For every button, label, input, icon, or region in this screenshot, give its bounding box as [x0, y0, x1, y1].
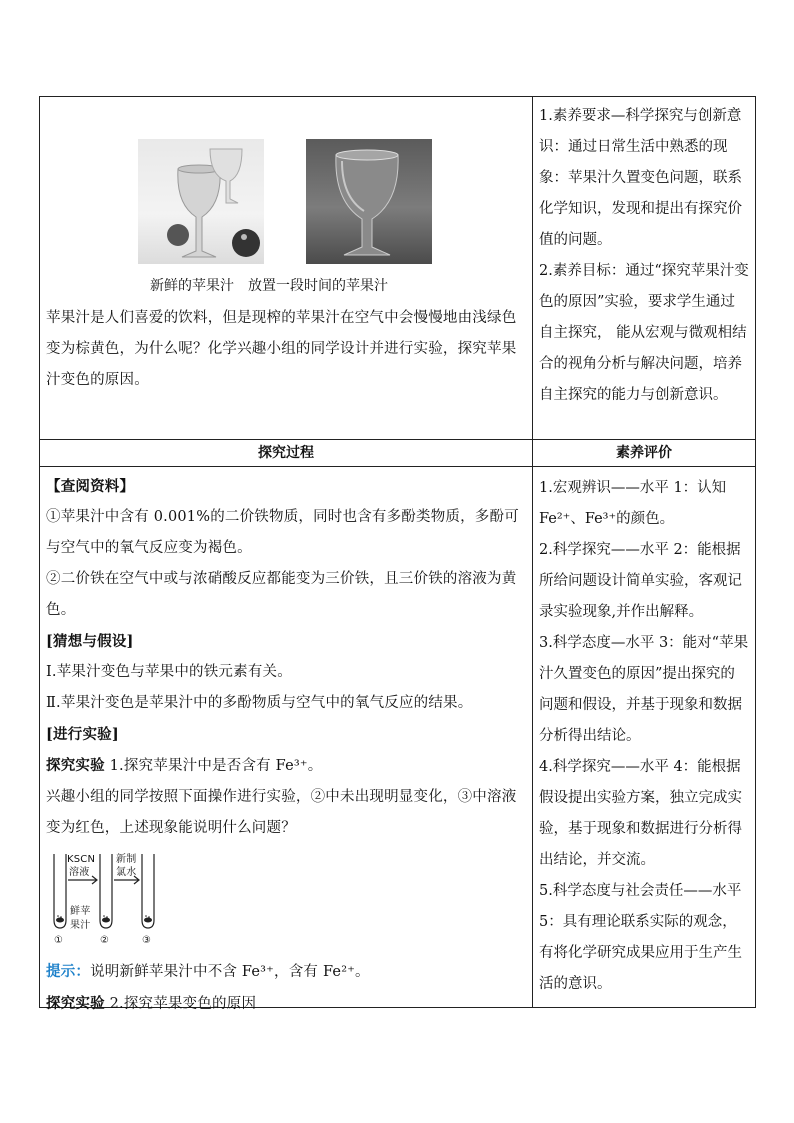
- tube-2-label: ②: [100, 935, 110, 946]
- hint-label: 提示：: [46, 963, 91, 980]
- evaluation-5: 5.科学态度与社会责任——水平 5：具有理论联系实际的观念，有将化学研究成果应用于生产生活的意识。: [539, 883, 742, 992]
- hypothesis-2: Ⅱ.苹果汁变色是苹果汁中的多酚物质与空气中的氧气反应的结果。: [46, 695, 473, 711]
- requirement-2: 2.素养目标：通过“探究苹果汁变色的原因”实验，要求学生通过自主探究， 能从宏观与微观相结合的视角分析与解决问题，培养自主探究的能力与创新意识。: [539, 263, 749, 403]
- experiment-2-label: 探究实验: [46, 995, 105, 1012]
- evaluation-1: 1.宏观辨识——水平 1：认知 Fe²⁺、Fe³⁺的颜色。: [539, 480, 727, 527]
- experiment-2-text: 2.探究苹果变色的原因: [104, 996, 257, 1012]
- hypothesis-1: Ⅰ.苹果汁变色与苹果中的铁元素有关。: [46, 664, 292, 680]
- evaluation-header: 素养评价: [533, 440, 756, 467]
- caption-aged: 放置一段时间的苹果汁: [248, 278, 388, 294]
- evaluation-2: 2.科学探究——水平 2：能根据所给问题设计简单实验，客观记录实验现象,并作出解释。: [539, 542, 742, 620]
- requirement-1: 1.素养要求—科学探究与创新意识：通过日常生活中熟悉的现象：苹果汁久置变色问题，联系化学知识，发现和提出有探究价值的问题。: [539, 108, 742, 248]
- reference-title: 【查阅资料】: [46, 478, 135, 495]
- hint: [46, 956, 528, 988]
- reference-1: ①苹果汁中含有 0.001%的二价铁物质，同时也含有多酚类物质，多酚可与空气中的氧气反应变为褐色。: [46, 509, 519, 556]
- hypothesis-title: [猜想与假设]: [46, 633, 134, 650]
- reagent1-line2: 溶液: [69, 867, 90, 878]
- evaluation-3: 3.科学态度—水平 3：能对“苹果汁久置变色的原因”提出探究的问题和假设，并基于现象和数据分析得出结论。: [539, 635, 749, 744]
- test-tube-diagram: [46, 844, 528, 956]
- fresh-juice-photo: [138, 139, 264, 264]
- sample-line1: 鲜苹: [70, 906, 91, 917]
- tube-1-label: ①: [54, 935, 64, 946]
- experiment-2: [46, 988, 528, 1020]
- tube-3-label: ③: [142, 935, 152, 946]
- aged-juice-photo: [306, 139, 432, 264]
- requirements-cell: [533, 97, 756, 440]
- evaluation-cell: [533, 467, 756, 1008]
- hint-text: 说明新鲜苹果汁中不含 Fe³⁺，含有 Fe²⁺。: [90, 964, 370, 980]
- reagent1-line1: KSCN: [67, 854, 96, 865]
- process-header: 探究过程: [40, 440, 533, 467]
- intro-paragraph: 苹果汁是人们喜爱的饮料，但是现榨的苹果汁在空气中会慢慢地由浅绿色变为棕黄色，为什么呢？化学兴趣小组的同学设计并进行实验，探究苹果汁变色的原因。: [46, 310, 517, 388]
- experiment-title: [进行实验]: [46, 726, 119, 743]
- reagent2-line1: 新制: [116, 854, 137, 865]
- lesson-table: [39, 96, 756, 1012]
- intro-cell: [40, 97, 533, 440]
- reagent2-line2: 氯水: [116, 867, 137, 878]
- reference-2: ②二价铁在空气中或与浓硝酸反应都能变为三价铁，且三价铁的溶液为黄色。: [46, 571, 517, 618]
- sample-line2: 果汁: [70, 920, 91, 931]
- experiment-1-label: 探究实验: [46, 757, 105, 774]
- caption-fresh: 新鲜的苹果汁: [150, 278, 234, 294]
- experiment-1: [46, 750, 528, 782]
- experiment-1-text: 1.探究苹果汁中是否含有 Fe³⁺。: [104, 758, 323, 774]
- evaluation-4: 4.科学探究——水平 4：能根据假设提出实验方案，独立完成实验，基于现象和数据进行分析得出结论，并交流。: [539, 759, 742, 868]
- photo-captions: [150, 275, 402, 295]
- experiment-1-desc: 兴趣小组的同学按照下面操作进行实验，②中未出现明显变化，③中溶液变为红色，上述现象能说明什么问题？: [46, 789, 517, 836]
- photo-row: [138, 139, 438, 269]
- process-cell: [40, 467, 533, 1012]
